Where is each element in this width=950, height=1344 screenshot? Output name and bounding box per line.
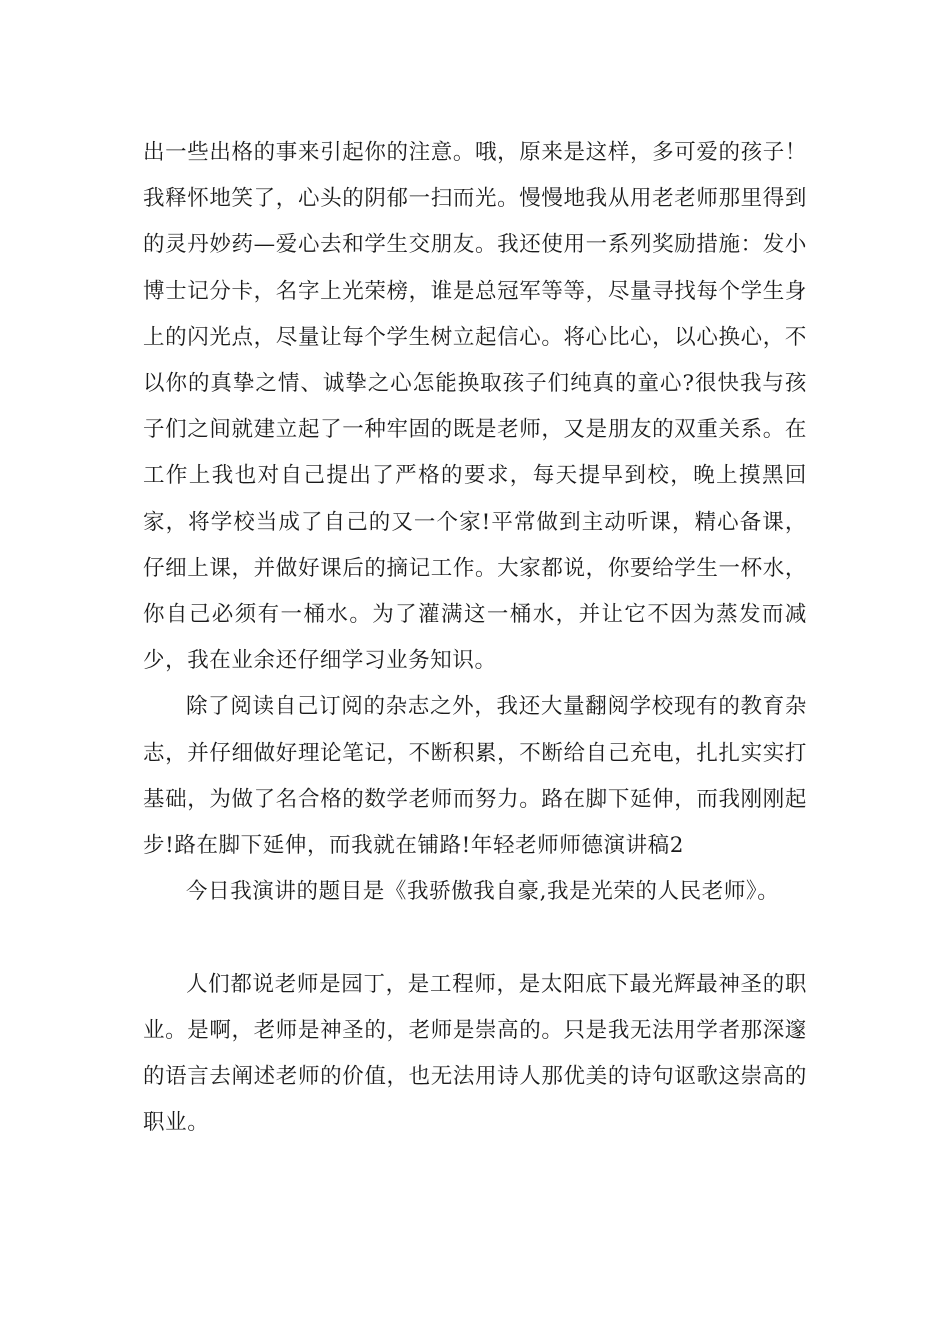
paragraph-teacher-profession: 人们都说老师是园丁，是工程师，是太阳底下最光辉最神圣的职业。是啊，老师是神圣的，老师是崇高的。只是我无法用学者那深邃的语言去阐述老师的价值，也无法用诗人那优美的诗句讴歌这崇高的职业。 — [143, 971, 807, 1136]
paragraph-speech-title: 今日我演讲的题目是《我骄傲我自豪,我是光荣的人民老师》。 — [186, 879, 780, 905]
blank-line — [143, 915, 807, 961]
paragraph-reading: 除了阅读自己订阅的杂志之外，我还大量翻阅学校现有的教育杂志，并仔细做好理论笔记，不断积累，不断给自己充电，扎扎实实打基础，为做了名合格的数学老师而努力。路在脚下延伸，而我刚刚起步!路在脚下延伸，而我就在铺路!年轻老师师德演讲稿2 — [143, 694, 807, 859]
document-body — [143, 130, 807, 1146]
paragraph-continuation: 出一些出格的事来引起你的注意。哦，原来是这样，多可爱的孩子！我释怀地笑了，心头的阴郁一扫而光。慢慢地我从用老老师那里得到的灵丹妙药—爱心去和学生交朋友。我还使用一系列奖励措施：发小博士记分卡，名字上光荣榜，谁是总冠军等等，尽量寻找每个学生身上的闪光点，尽量让每个学生树立起信心。将心比心，以心换心，不以你的真挚之情、诚挚之心怎能换取孩子们纯真的童心?很快我与孩子们之间就建立起了一种牢固的既是老师，又是朋友的双重关系。在工作上我也对自己提出了严格的要求，每天提早到校，晚上摸黑回家，将学校当成了自己的又一个家!平常做到主动听课，精心备课，仔细上课，并做好课后的摘记工作。大家都说，你要给学生一杯水，你自己必须有一桶水。为了灌满这一桶水，并让它不因为蒸发而减少，我在业余还仔细学习业务知识。 — [143, 140, 807, 674]
